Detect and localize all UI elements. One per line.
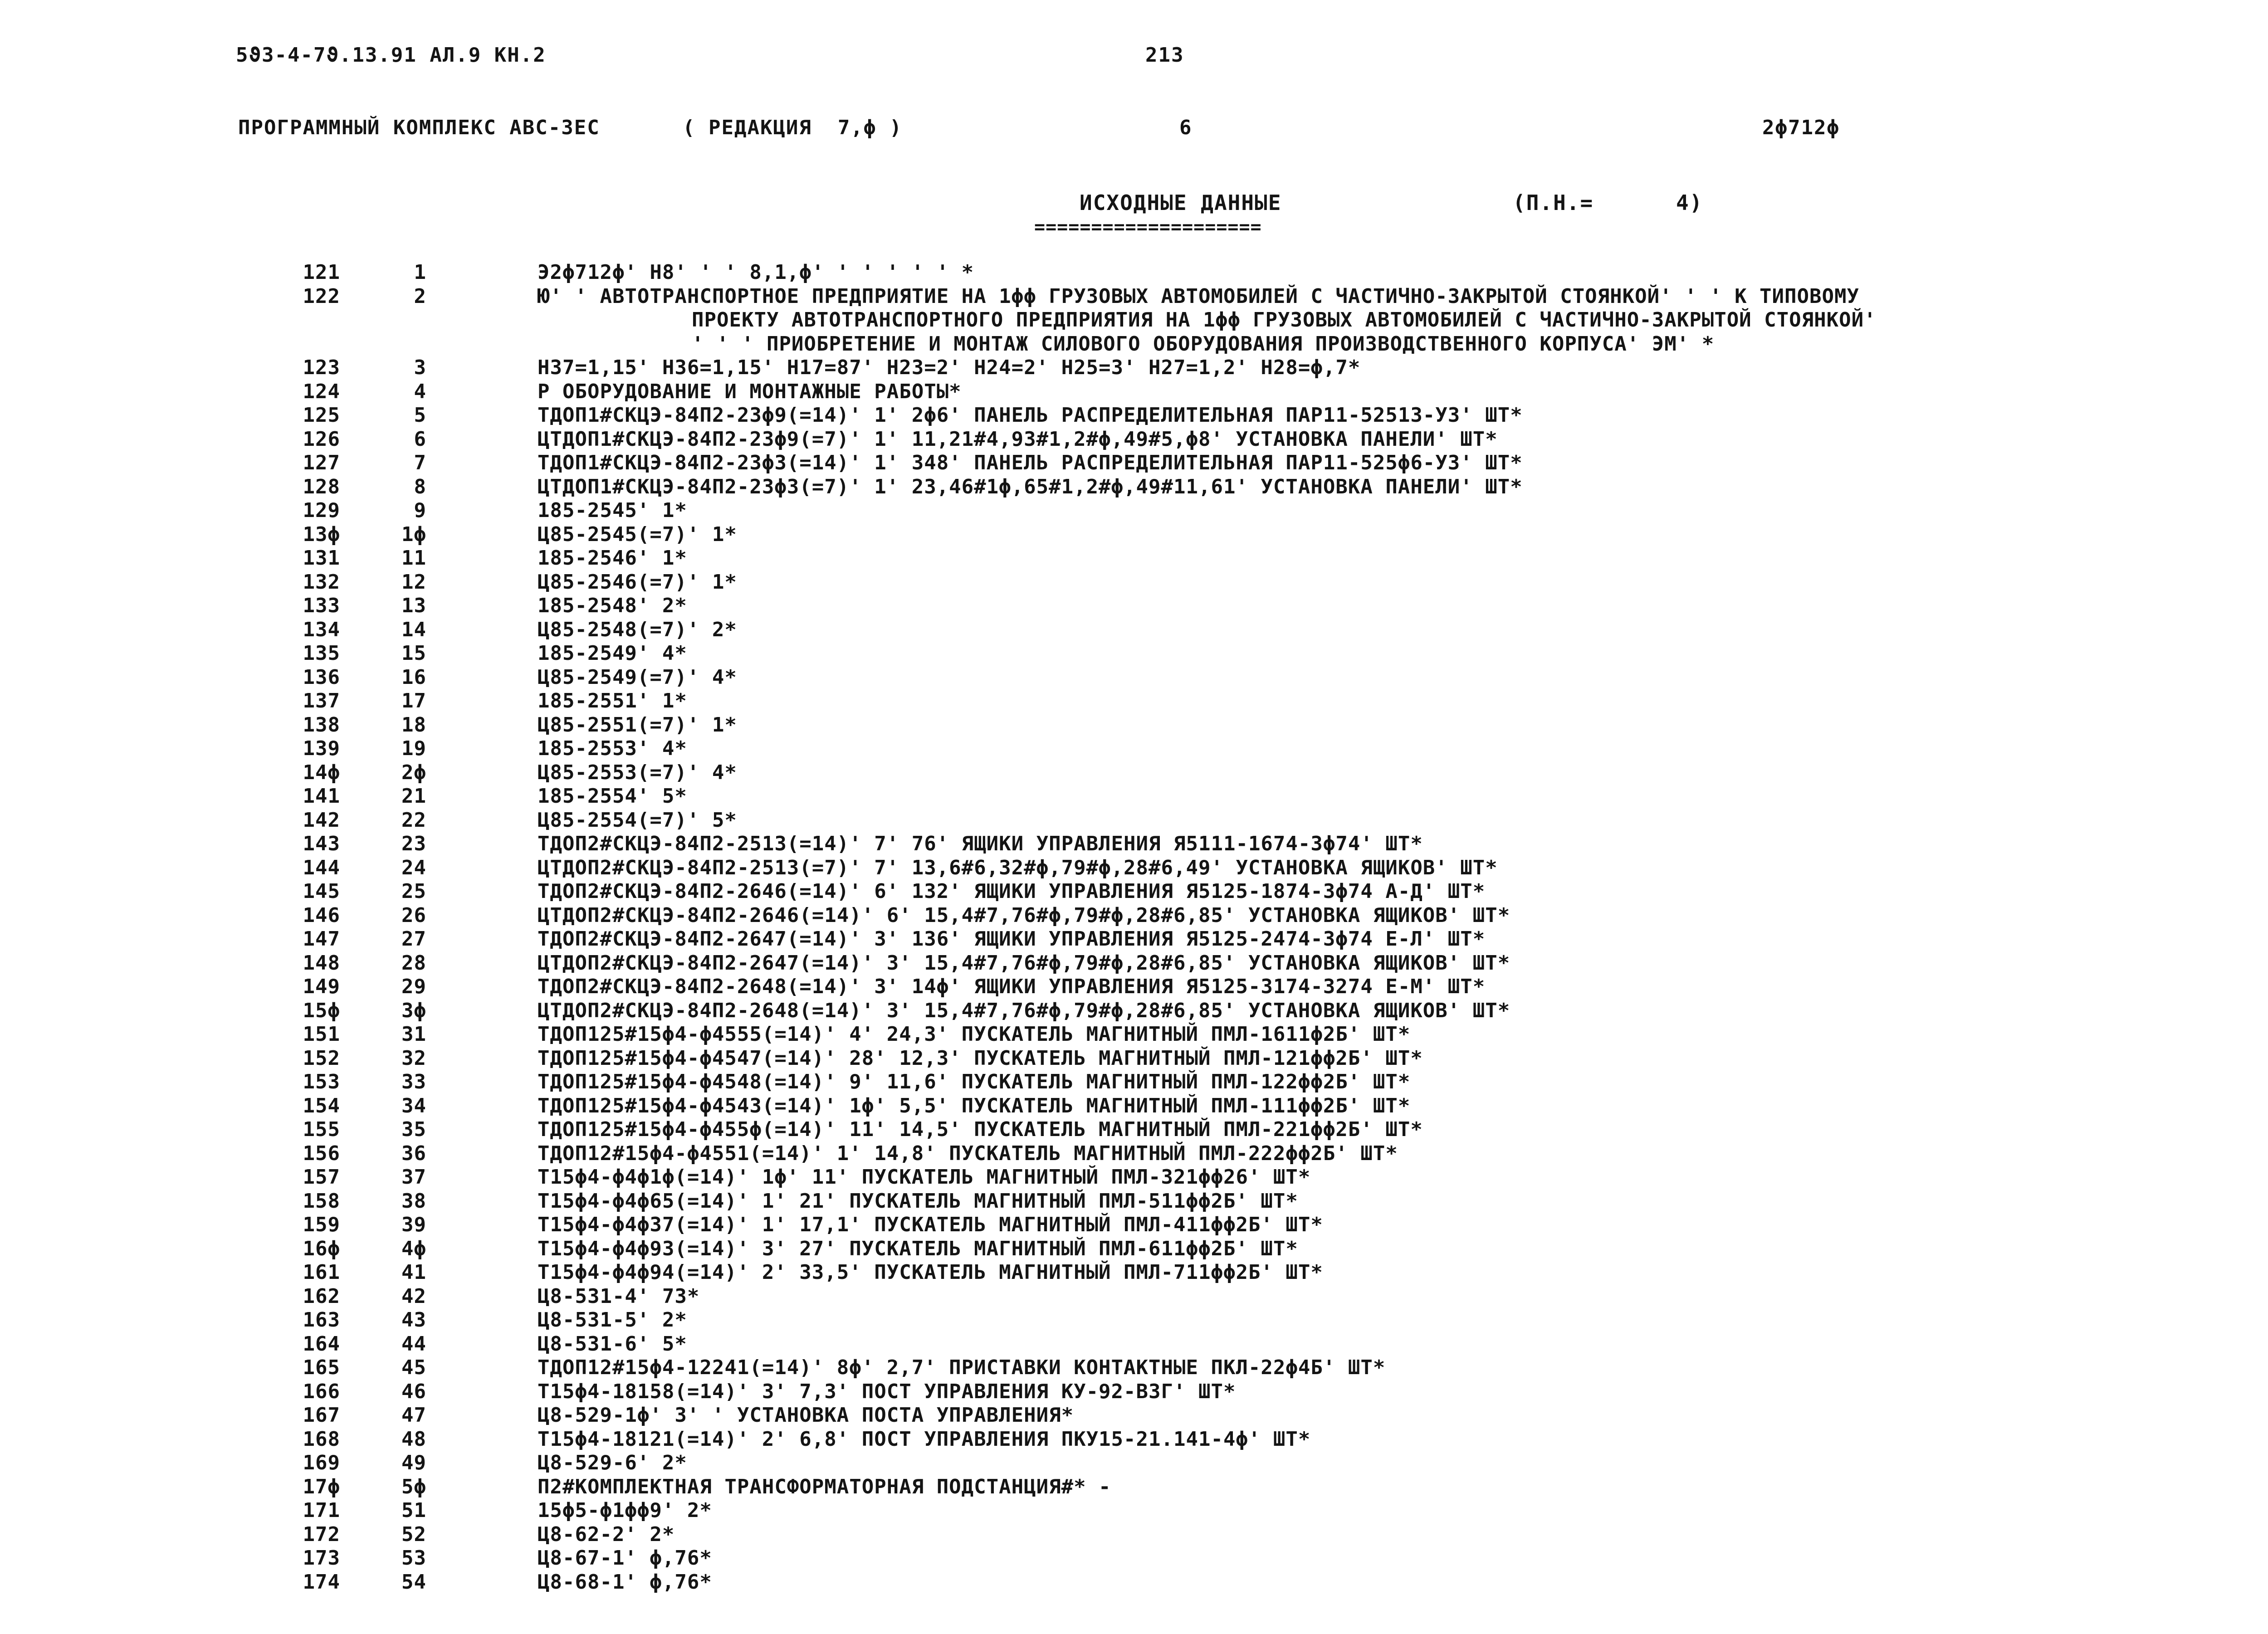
- listing-row: [0, 1451, 2268, 1475]
- record-text: Т15ϕ4-ϕ4ϕ93(=14)' 3' 27' ПУСКАТЕЛЬ МАГНИТНЫЙ ПМЛ-611ϕϕ2Б' ШТ*: [538, 1237, 1298, 1260]
- line-number: 156: [303, 1141, 340, 1165]
- listing-row: [0, 642, 2268, 666]
- record-number: 28: [401, 951, 426, 975]
- listing-row: [0, 1213, 2268, 1237]
- record-text: ЦТДОП2#СКЦЭ-84П2-2647(=14)' 3' 15,4#7,76#ϕ,79#ϕ,28#6,85' УСТАНОВКА ЯЩИКОВ' ШТ*: [538, 951, 1510, 975]
- line-number: 152: [303, 1046, 340, 1070]
- line-number: 151: [303, 1023, 340, 1046]
- record-number: 38: [401, 1189, 426, 1213]
- record-text: Ц85-2548(=7)' 2*: [538, 618, 737, 641]
- listing-row: [0, 1404, 2268, 1428]
- listing-row: [0, 356, 2268, 380]
- listing-row: [0, 761, 2268, 785]
- line-number: 146: [303, 903, 340, 927]
- record-text: Ц85-2545(=7)' 1*: [538, 522, 737, 546]
- listing-row: [0, 1237, 2268, 1261]
- listing-row: [0, 951, 2268, 976]
- line-number: 163: [303, 1308, 340, 1332]
- line-number: 149: [303, 975, 340, 998]
- record-number: 8: [414, 475, 426, 498]
- listing-row: [0, 1380, 2268, 1404]
- line-number: 127: [303, 451, 340, 474]
- record-number: 1ϕ: [401, 522, 426, 546]
- record-text: ТДОП125#15ϕ4-ϕ4548(=14)' 9' 11,6' ПУСКАТЕЛЬ МАГНИТНЫЙ ПМЛ-122ϕϕ2Б' ШТ*: [538, 1070, 1411, 1093]
- listing-continuation-line: [0, 332, 2268, 356]
- listing-row: [0, 499, 2268, 523]
- record-text: ТДОП2#СКЦЭ-84П2-2646(=14)' 6' 132' ЯЩИКИ УПРАВЛЕНИЯ Я5125-1874-3ϕ74 А-Д' ШТ*: [538, 880, 1486, 903]
- record-text: 185-2554' 5*: [538, 785, 687, 808]
- record-number: 3: [414, 356, 426, 379]
- record-number: 3ϕ: [401, 999, 426, 1022]
- listing-row: [0, 1142, 2268, 1166]
- listing-row: [0, 475, 2268, 499]
- record-text: ' ' ' ПРИОБРЕТЕНИЕ И МОНТАЖ СИЛОВОГО ОБОРУДОВАНИЯ ПРОИЗВОДСТВЕННОГО КОРПУСА' ЭМ' *: [692, 332, 1715, 356]
- record-text: Ц85-2549(=7)' 4*: [538, 665, 737, 689]
- record-text: ТДОП2#СКЦЭ-84П2-2647(=14)' 3' 136' ЯЩИКИ УПРАВЛЕНИЯ Я5125-2474-3ϕ74 Е-Л' ШТ*: [538, 927, 1486, 951]
- record-text: Ц8-529-1ϕ' 3' ' УСТАНОВКА ПОСТА УПРАВЛЕНИЯ*: [538, 1404, 1074, 1427]
- line-number: 126: [303, 427, 340, 451]
- record-text: Ц8-531-4' 73*: [538, 1284, 700, 1308]
- listing-row: [0, 1285, 2268, 1309]
- record-number: 43: [401, 1308, 426, 1332]
- line-number: 122: [303, 284, 340, 308]
- listing-row: [0, 404, 2268, 428]
- record-text: 185-2548' 2*: [538, 594, 687, 617]
- record-text: ТДОП2#СКЦЭ-84П2-2648(=14)' 3' 14ϕ' ЯЩИКИ УПРАВЛЕНИЯ Я5125-3174-3274 Е-М' ШТ*: [538, 975, 1486, 998]
- record-text: ЦТДОП2#СКЦЭ-84П2-2646(=14)' 6' 15,4#7,76#ϕ,79#ϕ,28#6,85' УСТАНОВКА ЯЩИКОВ' ШТ*: [538, 903, 1510, 927]
- listing-row: [0, 999, 2268, 1023]
- line-number: 168: [303, 1427, 340, 1451]
- listing-row: [0, 1118, 2268, 1142]
- pn-label: (П.Н.=: [1513, 190, 1594, 215]
- listing-row: [0, 927, 2268, 951]
- record-number: 21: [401, 785, 426, 808]
- record-number: 15: [401, 642, 426, 665]
- document-number: 2ϕ712ϕ: [1762, 116, 1840, 139]
- listing-row: [0, 1499, 2268, 1523]
- listing-row: [0, 546, 2268, 571]
- line-number: 159: [303, 1213, 340, 1236]
- line-number: 133: [303, 594, 340, 617]
- line-number: 123: [303, 356, 340, 379]
- record-text: ТДОП12#15ϕ4-12241(=14)' 8ϕ' 2,7' ПРИСТАВКИ КОНТАКТНЫЕ ПКЛ-22ϕ4Б' ШТ*: [538, 1356, 1386, 1379]
- record-text: 185-2549' 4*: [538, 642, 687, 665]
- record-number: 42: [401, 1284, 426, 1308]
- line-number: 121: [303, 261, 340, 284]
- record-number: 46: [401, 1380, 426, 1403]
- line-number: 144: [303, 856, 340, 879]
- line-number: 148: [303, 951, 340, 975]
- listing-row: [0, 904, 2268, 928]
- record-text: ТДОП125#15ϕ4-ϕ455ϕ(=14)' 11' 14,5' ПУСКАТЕЛЬ МАГНИТНЫЙ ПМЛ-221ϕϕ2Б' ШТ*: [538, 1118, 1423, 1141]
- record-number: 11: [401, 546, 426, 570]
- line-number: 129: [303, 499, 340, 522]
- record-number: 47: [401, 1404, 426, 1427]
- listing-row: [0, 1190, 2268, 1214]
- line-number: 153: [303, 1070, 340, 1093]
- record-text: ЦТДОП2#СКЦЭ-84П2-2513(=7)' 7' 13,6#6,32#ϕ,79#ϕ,28#6,49' УСТАНОВКА ЯЩИКОВ' ШТ*: [538, 856, 1498, 879]
- record-text: П2#КОМПЛЕКТНАЯ ТРАНСФОРМАТОРНАЯ ПОДСТАНЦИЯ#* -: [538, 1475, 1111, 1498]
- record-text: Ц85-2546(=7)' 1*: [538, 570, 737, 594]
- listing-row: [0, 380, 2268, 404]
- line-number: 125: [303, 404, 340, 427]
- line-number: 172: [303, 1522, 340, 1546]
- page-number: 213: [1145, 44, 1184, 67]
- record-number: 36: [401, 1141, 426, 1165]
- record-number: 31: [401, 1023, 426, 1046]
- line-number: 155: [303, 1118, 340, 1141]
- line-number: 132: [303, 570, 340, 594]
- record-text: Ц85-2553(=7)' 4*: [538, 761, 737, 784]
- record-text: Ю' ' АВТОТРАНСПОРТНОЕ ПРЕДПРИЯТИЕ НА 1ϕϕ ГРУЗОВЫХ АВТОМОБИЛЕЙ С ЧАСТИЧНО-ЗАКРЫТОЙ СТОЯНКОЙ' ' ' К ТИПОВОМУ: [538, 284, 1859, 308]
- record-text: 15ϕ5-ϕ1ϕϕ9' 2*: [538, 1499, 712, 1522]
- listing-row: [0, 571, 2268, 595]
- listing-row: [0, 1356, 2268, 1380]
- title-underline: ====================: [1034, 217, 1262, 238]
- line-number: 141: [303, 785, 340, 808]
- listing-row: [0, 428, 2268, 452]
- listing-row: [0, 1094, 2268, 1118]
- record-number: 22: [401, 808, 426, 832]
- record-number: 14: [401, 618, 426, 641]
- record-number: 32: [401, 1046, 426, 1070]
- line-number: 166: [303, 1380, 340, 1403]
- record-number: 37: [401, 1166, 426, 1189]
- record-number: 35: [401, 1118, 426, 1141]
- record-number: 54: [401, 1570, 426, 1594]
- line-number: 15ϕ: [303, 999, 340, 1022]
- record-text: Э2ϕ712ϕ' Н8' ' ' 8,1,ϕ' ' ' ' ' ' *: [538, 261, 974, 284]
- record-text: Р ОБОРУДОВАНИЕ И МОНТАЖНЫЕ РАБОТЫ*: [538, 380, 962, 403]
- record-text: ТДОП125#15ϕ4-ϕ4555(=14)' 4' 24,3' ПУСКАТЕЛЬ МАГНИТНЫЙ ПМЛ-1611ϕ2Б' ШТ*: [538, 1023, 1411, 1046]
- record-text: ТДОП125#15ϕ4-ϕ4543(=14)' 1ϕ' 5,5' ПУСКАТЕЛЬ МАГНИТНЫЙ ПМЛ-111ϕϕ2Б' ШТ*: [538, 1094, 1411, 1117]
- record-number: 5ϕ: [401, 1475, 426, 1498]
- line-number: 136: [303, 665, 340, 689]
- line-number: 138: [303, 713, 340, 737]
- line-number: 147: [303, 927, 340, 951]
- record-number: 17: [401, 689, 426, 712]
- record-text: Т15ϕ4-18121(=14)' 2' 6,8' ПОСТ УПРАВЛЕНИЯ ПКУ15-21.141-4ϕ' ШТ*: [538, 1427, 1311, 1451]
- line-number: 139: [303, 737, 340, 760]
- record-number: 44: [401, 1332, 426, 1356]
- record-text: 185-2545' 1*: [538, 499, 687, 522]
- record-number: 51: [401, 1499, 426, 1522]
- listing-row: [0, 1332, 2268, 1356]
- record-number: 34: [401, 1094, 426, 1117]
- listing-row: [0, 713, 2268, 737]
- line-number: 16ϕ: [303, 1237, 340, 1260]
- record-number: 2: [414, 284, 426, 308]
- line-number: 143: [303, 832, 340, 855]
- line-number: 154: [303, 1094, 340, 1117]
- record-number: 1: [414, 261, 426, 284]
- record-text: 185-2553' 4*: [538, 737, 687, 760]
- line-number: 142: [303, 808, 340, 832]
- record-number: 53: [401, 1546, 426, 1570]
- listing-row: [0, 285, 2268, 309]
- record-number: 29: [401, 975, 426, 998]
- listing-row: [0, 1308, 2268, 1332]
- record-text: Т15ϕ4-ϕ4ϕ1ϕ(=14)' 1ϕ' 11' ПУСКАТЕЛЬ МАГНИТНЫЙ ПМЛ-321ϕϕ26' ШТ*: [538, 1166, 1311, 1189]
- listing-row: [0, 594, 2268, 618]
- record-number: 48: [401, 1427, 426, 1451]
- document-code: 5ϑ3-4-7ϑ.13.91 АЛ.9 КН.2: [236, 44, 546, 67]
- listing-row: [0, 1546, 2268, 1571]
- line-number: 17ϕ: [303, 1475, 340, 1498]
- sheet-number: 6: [1179, 116, 1193, 139]
- record-text: ПРОЕКТУ АВТОТРАНСПОРТНОГО ПРЕДПРИЯТИЯ НА 1ϕϕ ГРУЗОВЫХ АВТОМОБИЛЕЙ С ЧАСТИЧНО-ЗАКРЫТОЙ СТОЯНКОЙ': [692, 308, 1877, 332]
- record-text: ЦТДОП1#СКЦЭ-84П2-23ϕ9(=7)' 1' 11,21#4,93#1,2#ϕ,49#5,ϕ8' УСТАНОВКА ПАНЕЛИ' ШТ*: [538, 427, 1498, 451]
- record-text: Н37=1,15' Н36=1,15' Н17=87' Н23=2' Н24=2' Н25=3' Н27=1,2' Н28=ϕ,7*: [538, 356, 1361, 379]
- record-text: Ц8-68-1' ϕ,76*: [538, 1570, 712, 1594]
- record-text: 185-2546' 1*: [538, 546, 687, 570]
- line-number: 134: [303, 618, 340, 641]
- listing-row: [0, 1523, 2268, 1547]
- data-listing: [0, 261, 2268, 1594]
- listing-row: [0, 809, 2268, 833]
- line-number: 162: [303, 1284, 340, 1308]
- listing-row: [0, 1571, 2268, 1595]
- listing-row: [0, 1023, 2268, 1047]
- line-number: 128: [303, 475, 340, 498]
- record-number: 13: [401, 594, 426, 617]
- record-number: 6: [414, 427, 426, 451]
- listing-row: [0, 856, 2268, 880]
- record-text: ЦТДОП1#СКЦЭ-84П2-23ϕ3(=7)' 1' 23,46#1ϕ,65#1,2#ϕ,49#11,61' УСТАНОВКА ПАНЕЛИ' ШТ*: [538, 475, 1523, 498]
- record-text: Т15ϕ4-ϕ4ϕ94(=14)' 2' 33,5' ПУСКАТЕЛЬ МАГНИТНЫЙ ПМЛ-711ϕϕ2Б' ШТ*: [538, 1261, 1323, 1284]
- record-text: Ц8-531-5' 2*: [538, 1308, 687, 1332]
- record-text: Т15ϕ4-18158(=14)' 3' 7,3' ПОСТ УПРАВЛЕНИЯ КУ-92-ВЗГ' ШТ*: [538, 1380, 1236, 1403]
- record-text: ТДОП1#СКЦЭ-84П2-23ϕ3(=14)' 1' 348' ПАНЕЛЬ РАСПРЕДЕЛИТЕЛЬНАЯ ПАР11-525ϕ6-У3' ШТ*: [538, 451, 1523, 474]
- record-text: Ц8-67-1' ϕ,76*: [538, 1546, 712, 1570]
- listing-row: [0, 1070, 2268, 1094]
- listing-row: [0, 1261, 2268, 1285]
- record-number: 2ϕ: [401, 761, 426, 784]
- record-number: 45: [401, 1356, 426, 1379]
- listing-row: [0, 737, 2268, 761]
- record-number: 12: [401, 570, 426, 594]
- line-number: 13ϕ: [303, 522, 340, 546]
- line-number: 157: [303, 1166, 340, 1189]
- line-number: 124: [303, 380, 340, 403]
- listing-row: [0, 975, 2268, 999]
- record-number: 26: [401, 903, 426, 927]
- pn-value: 4): [1676, 190, 1703, 215]
- record-number: 18: [401, 713, 426, 737]
- record-text: Ц85-2554(=7)' 5*: [538, 808, 737, 832]
- record-text: Ц8-62-2' 2*: [538, 1522, 675, 1546]
- listing-row: [0, 785, 2268, 809]
- line-number: 135: [303, 642, 340, 665]
- program-name: ПРОГРАММНЫЙ КОМПЛЕКС АВС-3ЕС: [238, 116, 600, 139]
- listing-row: [0, 451, 2268, 475]
- line-number: 174: [303, 1570, 340, 1594]
- record-number: 7: [414, 451, 426, 474]
- line-number: 169: [303, 1451, 340, 1474]
- line-number: 158: [303, 1189, 340, 1213]
- record-text: ТДОП1#СКЦЭ-84П2-23ϕ9(=14)' 1' 2ϕ6' ПАНЕЛЬ РАСПРЕДЕЛИТЕЛЬНАЯ ПАР11-52513-У3' ШТ*: [538, 404, 1523, 427]
- record-number: 4: [414, 380, 426, 403]
- record-text: Ц8-531-6' 5*: [538, 1332, 687, 1356]
- record-text: Ц85-2551(=7)' 1*: [538, 713, 737, 737]
- listing-row: [0, 880, 2268, 904]
- record-text: Т15ϕ4-ϕ4ϕ65(=14)' 1' 21' ПУСКАТЕЛЬ МАГНИТНЫЙ ПМЛ-511ϕϕ2Б' ШТ*: [538, 1189, 1298, 1213]
- record-text: Ц8-529-6' 2*: [538, 1451, 687, 1474]
- record-number: 25: [401, 880, 426, 903]
- section-title: ИСХОДНЫЕ ДАННЫЕ: [1080, 190, 1282, 215]
- record-number: 23: [401, 832, 426, 855]
- line-number: 171: [303, 1499, 340, 1522]
- record-number: 27: [401, 927, 426, 951]
- line-number: 131: [303, 546, 340, 570]
- record-number: 19: [401, 737, 426, 760]
- record-number: 24: [401, 856, 426, 879]
- line-number: 164: [303, 1332, 340, 1356]
- listing-continuation-line: [0, 308, 2268, 332]
- record-number: 9: [414, 499, 426, 522]
- line-number: 145: [303, 880, 340, 903]
- listing-row: [0, 1166, 2268, 1190]
- listing-row: [0, 1428, 2268, 1452]
- edition-label: ( РЕДАКЦИЯ 7,ϕ ): [683, 116, 903, 139]
- listing-row: [0, 1475, 2268, 1499]
- record-number: 41: [401, 1261, 426, 1284]
- record-text: 185-2551' 1*: [538, 689, 687, 712]
- line-number: 165: [303, 1356, 340, 1379]
- record-number: 4ϕ: [401, 1237, 426, 1260]
- record-text: ЦТДОП2#СКЦЭ-84П2-2648(=14)' 3' 15,4#7,76#ϕ,79#ϕ,28#6,85' УСТАНОВКА ЯЩИКОВ' ШТ*: [538, 999, 1510, 1022]
- listing-row: [0, 689, 2268, 713]
- listing-row: [0, 666, 2268, 690]
- line-number: 167: [303, 1404, 340, 1427]
- listing-row: [0, 261, 2268, 285]
- record-number: 39: [401, 1213, 426, 1236]
- record-number: 16: [401, 665, 426, 689]
- line-number: 173: [303, 1546, 340, 1570]
- record-number: 49: [401, 1451, 426, 1474]
- record-text: ТДОП2#СКЦЭ-84П2-2513(=14)' 7' 76' ЯЩИКИ УПРАВЛЕНИЯ Я5111-1674-3ϕ74' ШТ*: [538, 832, 1423, 855]
- record-number: 52: [401, 1522, 426, 1546]
- listing-row: [0, 618, 2268, 642]
- listing-row: [0, 523, 2268, 547]
- record-number: 33: [401, 1070, 426, 1093]
- record-text: ТДОП125#15ϕ4-ϕ4547(=14)' 28' 12,3' ПУСКАТЕЛЬ МАГНИТНЫЙ ПМЛ-121ϕϕ2Б' ШТ*: [538, 1046, 1423, 1070]
- record-text: Т15ϕ4-ϕ4ϕ37(=14)' 1' 17,1' ПУСКАТЕЛЬ МАГНИТНЫЙ ПМЛ-411ϕϕ2Б' ШТ*: [538, 1213, 1323, 1236]
- record-number: 5: [414, 404, 426, 427]
- line-number: 14ϕ: [303, 761, 340, 784]
- line-number: 137: [303, 689, 340, 712]
- listing-row: [0, 1047, 2268, 1071]
- line-number: 161: [303, 1261, 340, 1284]
- record-text: ТДОП12#15ϕ4-ϕ4551(=14)' 1' 14,8' ПУСКАТЕЛЬ МАГНИТНЫЙ ПМЛ-222ϕϕ2Б' ШТ*: [538, 1141, 1398, 1165]
- listing-row: [0, 832, 2268, 856]
